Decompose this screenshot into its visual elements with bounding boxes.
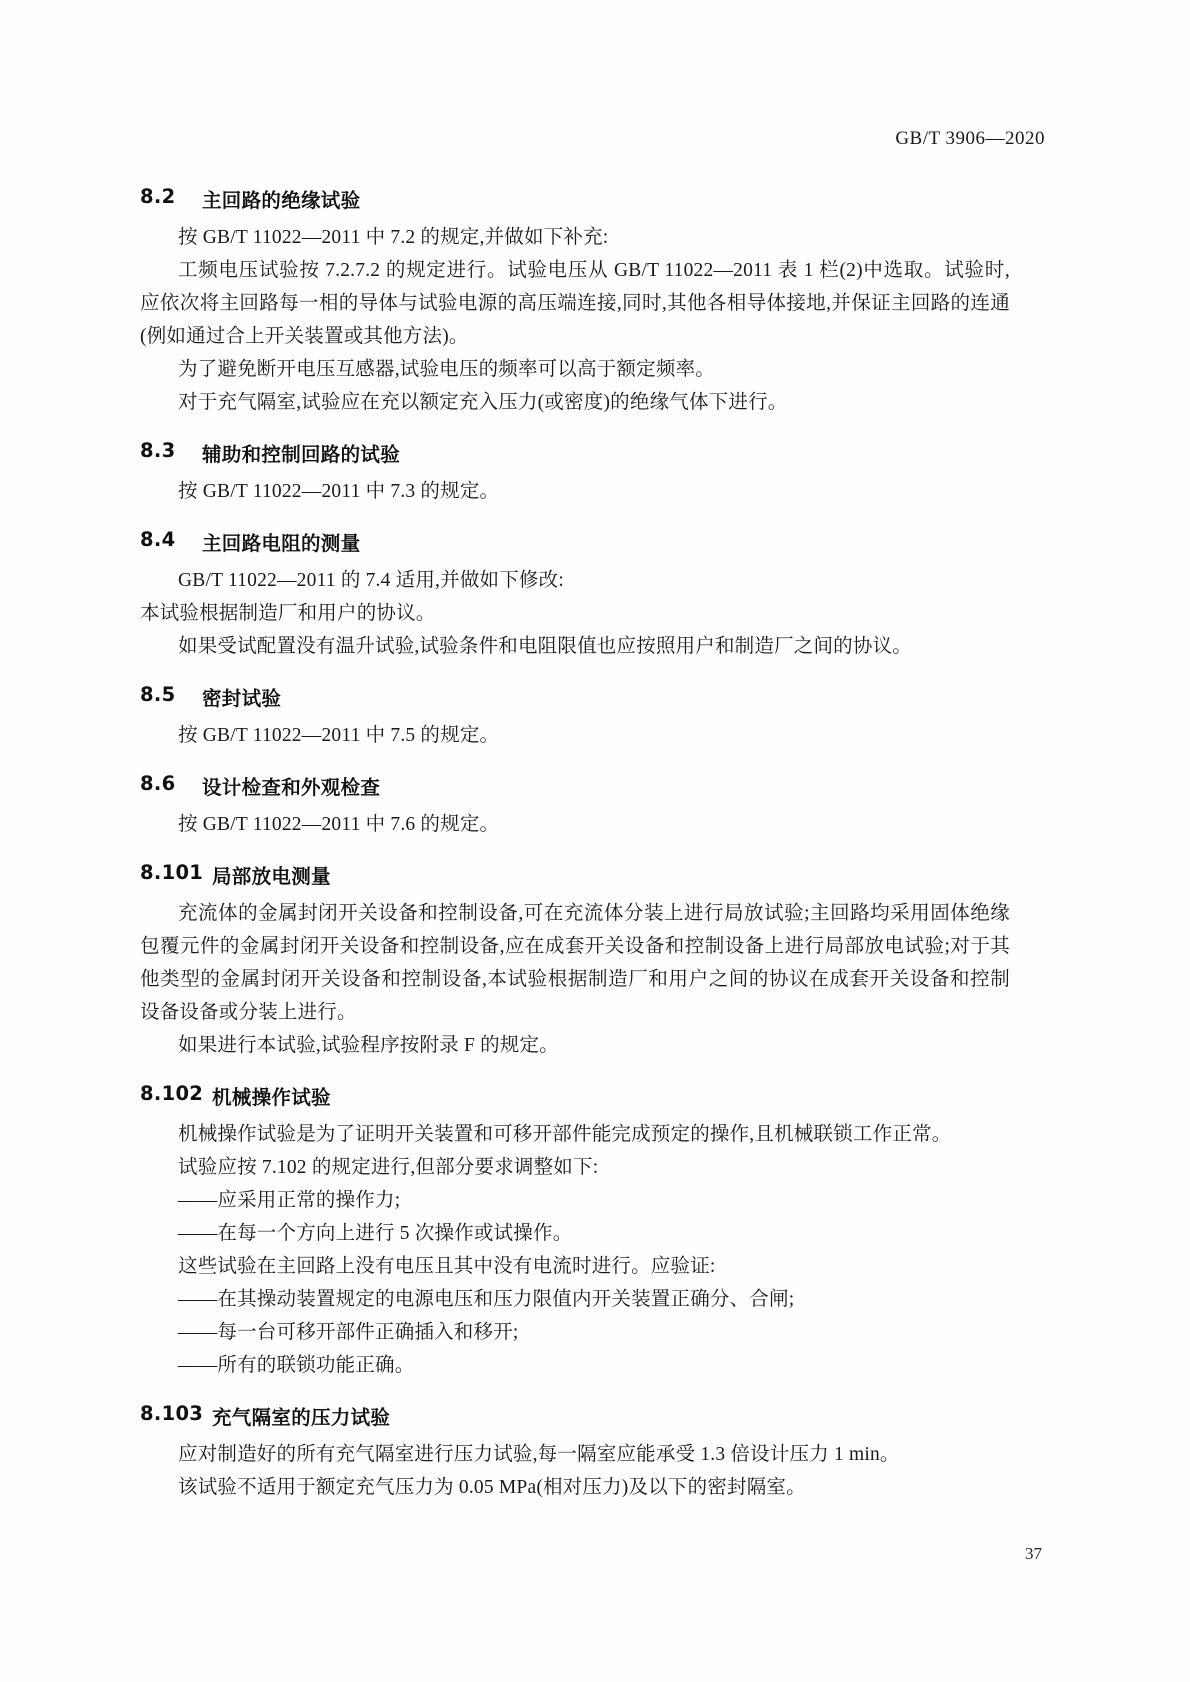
document-body bbox=[140, 185, 1010, 1524]
section-8-103 bbox=[140, 1402, 1010, 1504]
paragraph: GB/T 11022—2011 的 7.4 适用,并做如下修改: bbox=[178, 570, 564, 591]
clause-title-text: 设计检查和外观检查 bbox=[202, 776, 381, 799]
clause-number: 8.2 bbox=[140, 185, 176, 208]
clause-title-text: 辅助和控制回路的试验 bbox=[202, 443, 401, 466]
section-heading bbox=[140, 861, 1010, 889]
clause-number: 8.3 bbox=[140, 439, 176, 462]
paragraph: 本试验根据制造厂和用户的协议。 bbox=[140, 603, 436, 624]
section-heading bbox=[140, 439, 1010, 467]
paragraph: 对于充气隔室,试验应在充以额定充入压力(或密度)的绝缘气体下进行。 bbox=[178, 392, 788, 413]
list-item: ——在其操动装置规定的电源电压和压力限值内开关装置正确分、合闸; bbox=[178, 1289, 795, 1310]
paragraph: 按 GB/T 11022—2011 中 7.2 的规定,并做如下补充: bbox=[178, 227, 609, 248]
clause-title-text: 密封试验 bbox=[202, 687, 282, 710]
clause-title-text: 充气隔室的压力试验 bbox=[212, 1406, 391, 1429]
list-item: ——所有的联锁功能正确。 bbox=[178, 1355, 415, 1376]
list-item: ——每一台可移开部件正确插入和移开; bbox=[178, 1322, 519, 1343]
page-number: 37 bbox=[1025, 1544, 1042, 1563]
paragraph: 这些试验在主回路上没有电压且其中没有电流时进行。应验证: bbox=[178, 1256, 716, 1277]
paragraph: 为了避免断开电压互感器,试验电压的频率可以高于额定频率。 bbox=[178, 359, 715, 380]
paragraph: 按 GB/T 11022—2011 中 7.3 的规定。 bbox=[178, 481, 500, 502]
section-heading bbox=[140, 528, 1010, 556]
section-8-5 bbox=[140, 683, 1010, 752]
section-8-3 bbox=[140, 439, 1010, 508]
paragraph: 工频电压试验按 7.2.7.2 的规定进行。试验电压从 GB/T 11022—2011 表 1 栏(2)中选取。试验时,应依次将主回路每一相的导体与试验电源的高压端连接,同时,其他各相导体接地,并保证主回路的连通(例如通过合上开关装置或其他方法)。 bbox=[140, 260, 1010, 347]
section-heading bbox=[140, 1402, 1010, 1430]
clause-number: 8.102 bbox=[140, 1082, 204, 1105]
clause-title-text: 主回路电阻的测量 bbox=[202, 532, 361, 555]
clause-number: 8.4 bbox=[140, 528, 176, 551]
paragraph: 充流体的金属封闭开关设备和控制设备,可在充流体分装上进行局放试验;主回路均采用固体绝缘包覆元件的金属封闭开关设备和控制设备,应在成套开关设备和控制设备上进行局部放电试验;对于其他类型的金属封闭开关设备和控制设备,本试验根据制造厂和用户之间的协议在成套开关设备和控制设备设备或分装上进行。 bbox=[140, 903, 1010, 1023]
paragraph: 该试验不适用于额定充气压力为 0.05 MPa(相对压力)及以下的密封隔室。 bbox=[178, 1477, 806, 1498]
list-item: ——应采用正常的操作力; bbox=[178, 1190, 401, 1211]
paragraph: 按 GB/T 11022—2011 中 7.5 的规定。 bbox=[178, 725, 500, 746]
clause-number: 8.5 bbox=[140, 683, 176, 706]
clause-number: 8.6 bbox=[140, 772, 176, 795]
paragraph: 机械操作试验是为了证明开关装置和可移开部件能完成预定的操作,且机械联锁工作正常。 bbox=[178, 1124, 952, 1145]
paragraph: 试验应按 7.102 的规定进行,但部分要求调整如下: bbox=[178, 1157, 599, 1178]
list-item: ——在每一个方向上进行 5 次操作或试操作。 bbox=[178, 1223, 573, 1244]
clause-title-text: 主回路的绝缘试验 bbox=[202, 189, 361, 212]
clause-number: 8.103 bbox=[140, 1402, 204, 1425]
section-8-2 bbox=[140, 185, 1010, 419]
section-8-4 bbox=[140, 528, 1010, 663]
section-heading bbox=[140, 683, 1010, 711]
paragraph: 应对制造好的所有充气隔室进行压力试验,每一隔室应能承受 1.3 倍设计压力 1 min。 bbox=[178, 1444, 900, 1465]
clause-title-text: 局部放电测量 bbox=[212, 865, 331, 888]
section-8-101 bbox=[140, 861, 1010, 1062]
section-heading bbox=[140, 1082, 1010, 1110]
paragraph: 如果受试配置没有温升试验,试验条件和电阻限值也应按照用户和制造厂之间的协议。 bbox=[178, 636, 912, 657]
page-header-standard-code: GB/T 3906—2020 bbox=[895, 128, 1045, 149]
clause-number: 8.101 bbox=[140, 861, 204, 884]
clause-title-text: 机械操作试验 bbox=[212, 1086, 331, 1109]
section-8-102 bbox=[140, 1082, 1010, 1382]
paragraph: 按 GB/T 11022—2011 中 7.6 的规定。 bbox=[178, 814, 500, 835]
paragraph: 如果进行本试验,试验程序按附录 F 的规定。 bbox=[178, 1035, 559, 1056]
section-heading bbox=[140, 772, 1010, 800]
section-8-6 bbox=[140, 772, 1010, 841]
section-heading bbox=[140, 185, 1010, 213]
